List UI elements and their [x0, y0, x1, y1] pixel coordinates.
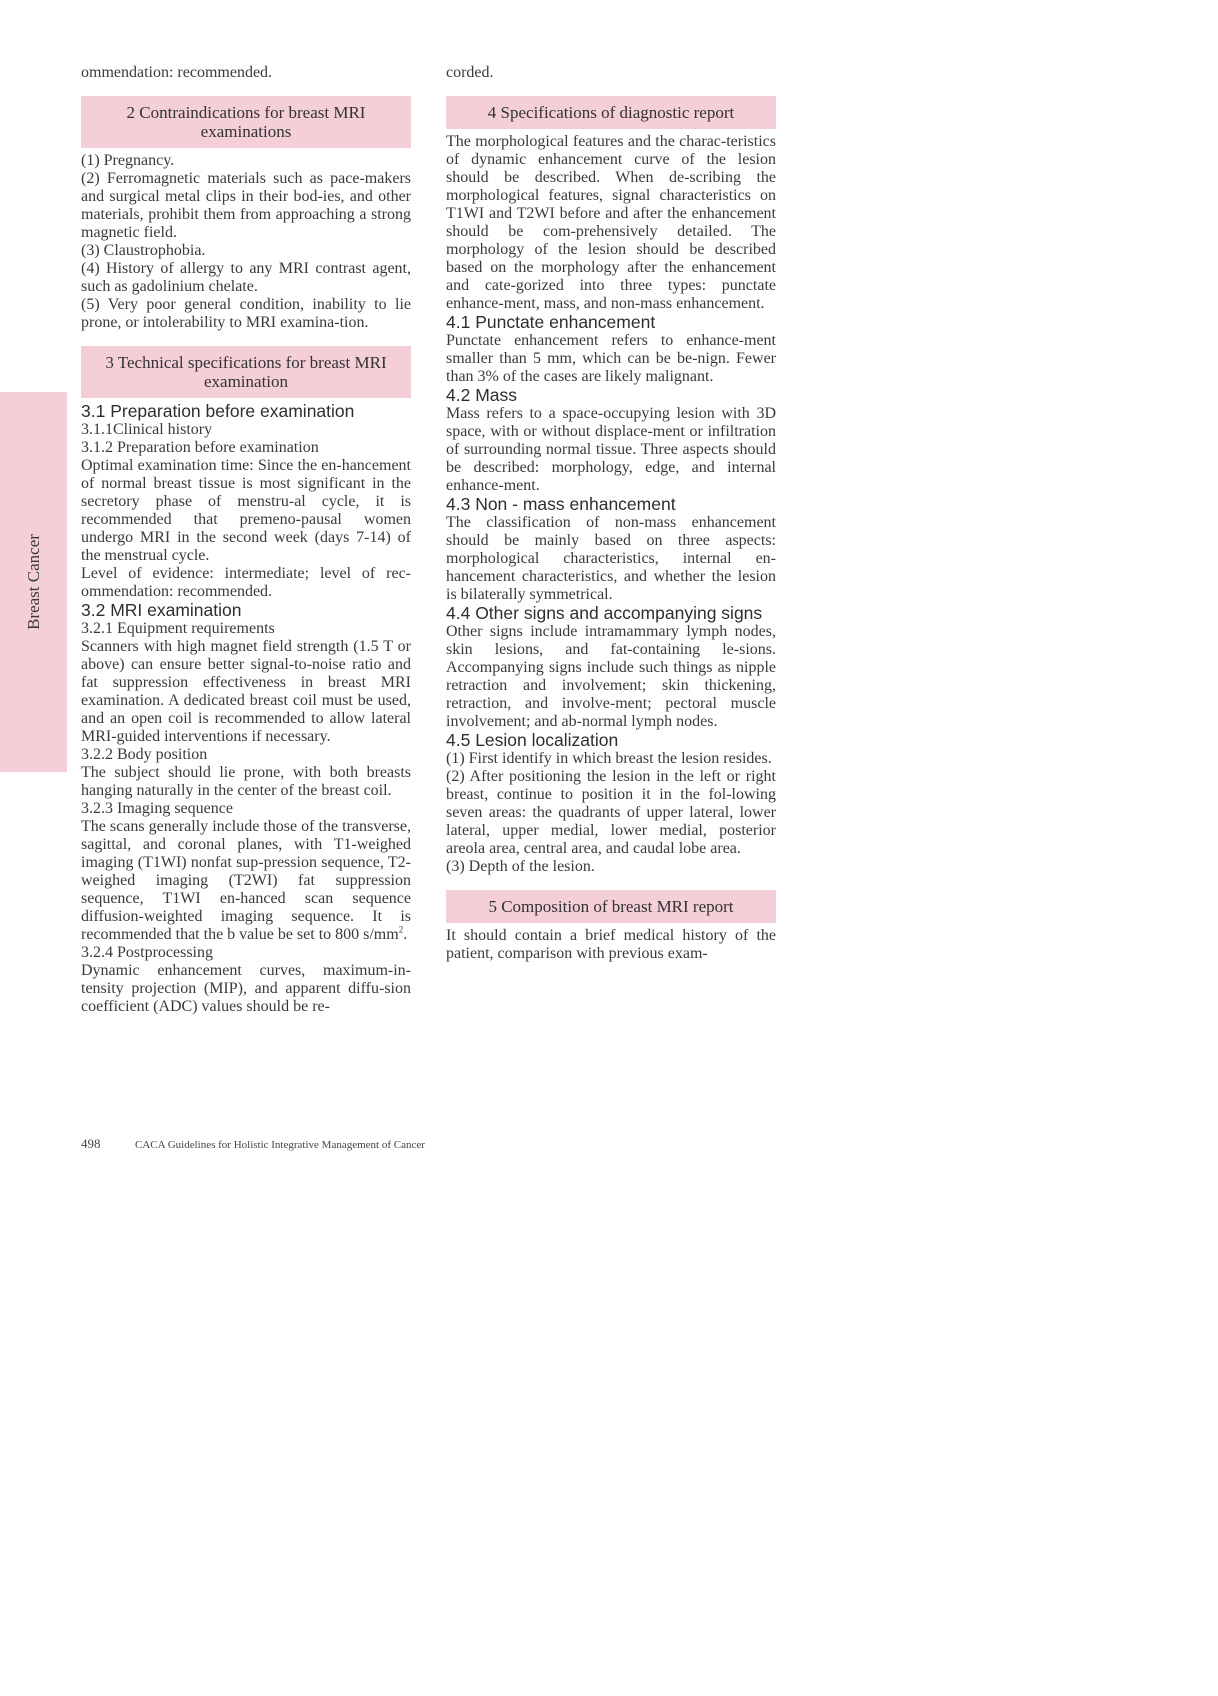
section-2-heading: 2 Contraindications for breast MRI examinations	[81, 96, 411, 148]
subsection-heading: 3.2 MRI examination	[81, 600, 242, 620]
page-number: 498	[81, 1136, 101, 1151]
side-tab	[0, 392, 67, 772]
section-4-heading: 4 Specifications of diagnostic report	[446, 96, 776, 129]
right-column	[446, 64, 776, 963]
paragraph: Punctate enhancement refers to enhance-ment smaller than 5 mm, which can be be-nign. Fewer than 3% of the cases are likely malignant.	[446, 332, 776, 385]
section-3-heading: 3 Technical specifications for breast MRI examination	[81, 346, 411, 398]
list-item: (2) Ferromagnetic materials such as pace-makers and surgical metal clips in their bod-ies, and other materials, prohibit them from approaching a strong magnetic field.	[81, 170, 411, 241]
list-item: (3) Depth of the lesion.	[446, 858, 595, 875]
subsection-heading: 4.2 Mass	[446, 385, 517, 405]
paragraph: It should contain a brief medical history of the patient, comparison with previous exam-	[446, 927, 776, 962]
paragraph: Optimal examination time: Since the en-hancement of normal breast tissue is most significant in the secretory phase of menstru-al cycle, it is recommended that premeno-pausal women undergo MRI in the second week (days 7-14) of the menstrual cycle.	[81, 457, 411, 564]
subsection-heading: 4.5 Lesion localization	[446, 730, 619, 750]
side-tab-label: Breast Cancer	[23, 534, 43, 630]
paragraph: Scanners with high magnet field strength (1.5 T or above) can ensure better signal-to-noise ratio and fat suppression effectiveness in breast MRI examination. A dedicated breast coil must be used, and an open coil is recommended to allow lateral MRI-guided interventions if necessary.	[81, 638, 411, 745]
paragraph-end: .	[403, 926, 408, 943]
continued-text: corded.	[446, 64, 494, 81]
list-item: (4) History of allergy to any MRI contrast agent, such as gadolinium chelate.	[81, 260, 411, 295]
paragraph: The morphological features and the charac-teristics of dynamic enhancement curve of the lesion should be described. When de-scribing the morphological features, signal characteristics on T1WI and T2WI before and after the enhancement should be com-prehensively detailed. The morphology of the lesion should be described based on the morphology after the enhancement and cate-gorized into three types: punctate enhance-ment, mass, and non-mass enhancement.	[446, 133, 776, 312]
subsubsection-heading: 3.2.1 Equipment requirements	[81, 620, 275, 637]
list-item: (1) First identify in which breast the lesion resides.	[446, 750, 772, 767]
subsubsection-heading: 3.2.4 Postprocessing	[81, 944, 213, 961]
paragraph: Dynamic enhancement curves, maximum-in-tensity projection (MIP), and apparent diffu-sion coefficient (ADC) values should be re-	[81, 962, 411, 1015]
list-item: (5) Very poor general condition, inability to lie prone, or intolerability to MRI examina-tion.	[81, 296, 411, 331]
paragraph-text: The scans generally include those of the transverse, sagittal, and coronal planes, with T1-weighed imaging (T1WI) nonfat sup-pression sequence, T2-weighed imaging (T2WI) fat suppression sequence, T1WI en-hanced scan sequence diffusion-weighted imaging sequence. It is recommended that the b value be set to 800 s/mm	[81, 818, 411, 943]
journal-title: CACA Guidelines for Holistic Integrative Management of Cancer	[135, 1139, 425, 1151]
paragraph: Other signs include intramammary lymph nodes, skin lesions, and fat-containing le-sions. Accompanying signs include such things as nipple retraction and involvement; skin thickening, retraction, and involve-ment; pectoral muscle involvement; and ab-normal lymph nodes.	[446, 623, 776, 730]
paragraph: Mass refers to a space-occupying lesion with 3D space, with or without displace-ment or infiltration of surrounding normal tissue. Three aspects should be described: morphology, edge, and internal enhance-ment.	[446, 405, 776, 494]
paragraph	[81, 818, 411, 944]
subsection-heading: 4.3 Non - mass enhancement	[446, 494, 676, 514]
paragraph: The subject should lie prone, with both breasts hanging naturally in the center of the breast coil.	[81, 764, 411, 799]
left-column	[81, 64, 411, 1016]
list-item: (2) After positioning the lesion in the left or right breast, continue to position it in the fol-lowing seven areas: the quadrants of upper lateral, lower lateral, upper medial, lower medial, posterior areola area, central area, and caudal lobe area.	[446, 768, 776, 857]
continued-text: ommendation: recommended.	[81, 64, 273, 81]
subsubsection-heading: 3.2.3 Imaging sequence	[81, 800, 233, 817]
subsubsection-heading: 3.1.1Clinical history	[81, 421, 213, 438]
list-item: (3) Claustrophobia.	[81, 242, 206, 259]
section-5-heading: 5 Composition of breast MRI report	[446, 890, 776, 923]
list-item: (1) Pregnancy.	[81, 152, 175, 169]
subsection-heading: 4.4 Other signs and accompanying signs	[446, 603, 763, 623]
superscript: 2	[398, 924, 404, 935]
subsubsection-heading: 3.1.2 Preparation before examination	[81, 439, 319, 456]
page-footer	[81, 1136, 425, 1152]
paragraph: Level of evidence: intermediate; level of rec-ommendation: recommended.	[81, 565, 411, 600]
paragraph: The classification of non-mass enhancement should be mainly based on three aspects: morphological characteristics, internal en-hancement characteristics, and whether the lesion is bilaterally symmetrical.	[446, 514, 776, 603]
subsubsection-heading: 3.2.2 Body position	[81, 746, 208, 763]
subsection-heading: 4.1 Punctate enhancement	[446, 312, 656, 332]
subsection-heading: 3.1 Preparation before examination	[81, 401, 355, 421]
